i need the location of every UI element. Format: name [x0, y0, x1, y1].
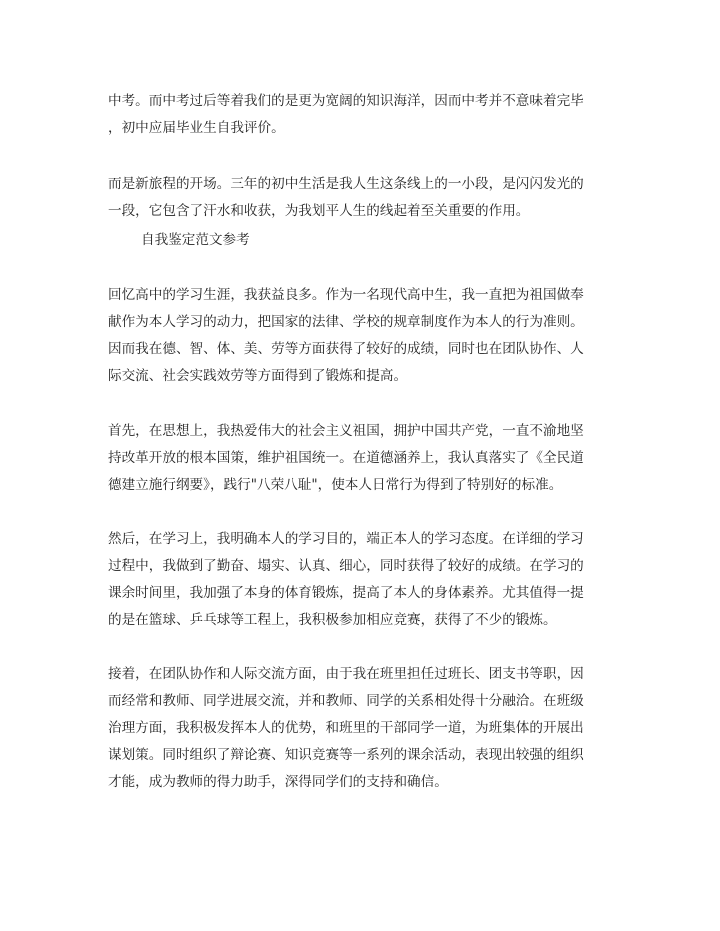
paragraph-line: 接着，在团队协作和人际交流方面，由于我在班里担任过班长、团支书等职，因 [108, 666, 584, 682]
paragraph-4 [108, 418, 613, 499]
paragraph-line: 谋划策。同时组织了辩论赛、知识竞赛等一系列的课余活动，表现出较强的组织 [108, 747, 584, 763]
paragraph-line: ，初中应届毕业生自我评价。 [108, 120, 285, 136]
paragraph-line: 治理方面，我积极发挥本人的优势，和班里的干部同学一道，为班集体的开展出 [108, 720, 584, 736]
paragraph-line: 然后，在学习上，我明确本人的学习目的，端正本人的学习态度。在详细的学习 [108, 531, 584, 547]
paragraph-line: 过程中，我做到了勤奋、塌实、认真、细心，同时获得了较好的成绩。在学习的 [108, 558, 584, 574]
paragraph-line: 中考。而中考过后等着我们的是更为宽阔的知识海洋，因而中考并不意味着完毕 [108, 93, 584, 109]
paragraph-line: 才能，成为教师的得力助手，深得同学们的支持和确信。 [108, 774, 448, 790]
paragraph-line: 而是新旅程的开场。三年的初中生活是我人生这条线上的一小段，是闪闪发光的 [108, 176, 584, 192]
paragraph-line: 因而我在德、智、体、美、劳等方面获得了较好的成绩，同时也在团队协作、人 [108, 341, 584, 357]
paragraph-5 [108, 526, 613, 634]
paragraph-line: 德建立施行纲要》，践行"八荣八耻"，使本人日常行为得到了特别好的标准。 [108, 477, 563, 493]
paragraph-1 [108, 88, 613, 142]
paragraph-3 [108, 282, 613, 390]
paragraph-2 [108, 171, 613, 225]
paragraph-line: 课余时间里，我加强了本身的体育锻炼，提高了本人的身体素养。尤其值得一提 [108, 585, 584, 601]
paragraph-6 [108, 661, 613, 796]
paragraph-line: 际交流、社会实践效劳等方面得到了锻炼和提高。 [108, 368, 408, 384]
paragraph-line: 的是在篮球、乒乓球等工程上，我积极参加相应竞赛，获得了不少的锻炼。 [108, 612, 557, 628]
paragraph-line: 持改革开放的根本国策，维护祖国统一。在道德涵养上，我认真落实了《全民道 [108, 450, 584, 466]
paragraph-line: 而经常和教师、同学进展交流，并和教师、同学的关系相处得十分融洽。在班级 [108, 693, 584, 709]
paragraph-line: 首先，在思想上，我热爱伟大的社会主义祖国，拥护中国共产党，一直不渝地坚 [108, 423, 584, 439]
section-heading: 自我鉴定范文参考 [141, 232, 250, 248]
paragraph-line: 献作为本人学习的动力，把国家的法律、学校的规章制度作为本人的行为准则。 [108, 314, 584, 330]
paragraph-line: 回忆高中的学习生涯，我获益良多。作为一名现代高中生，我一直把为祖国做奉 [108, 287, 584, 303]
paragraph-line: 一段，它包含了汗水和收获，为我划平人生的线起着至关重要的作用。 [108, 203, 530, 219]
